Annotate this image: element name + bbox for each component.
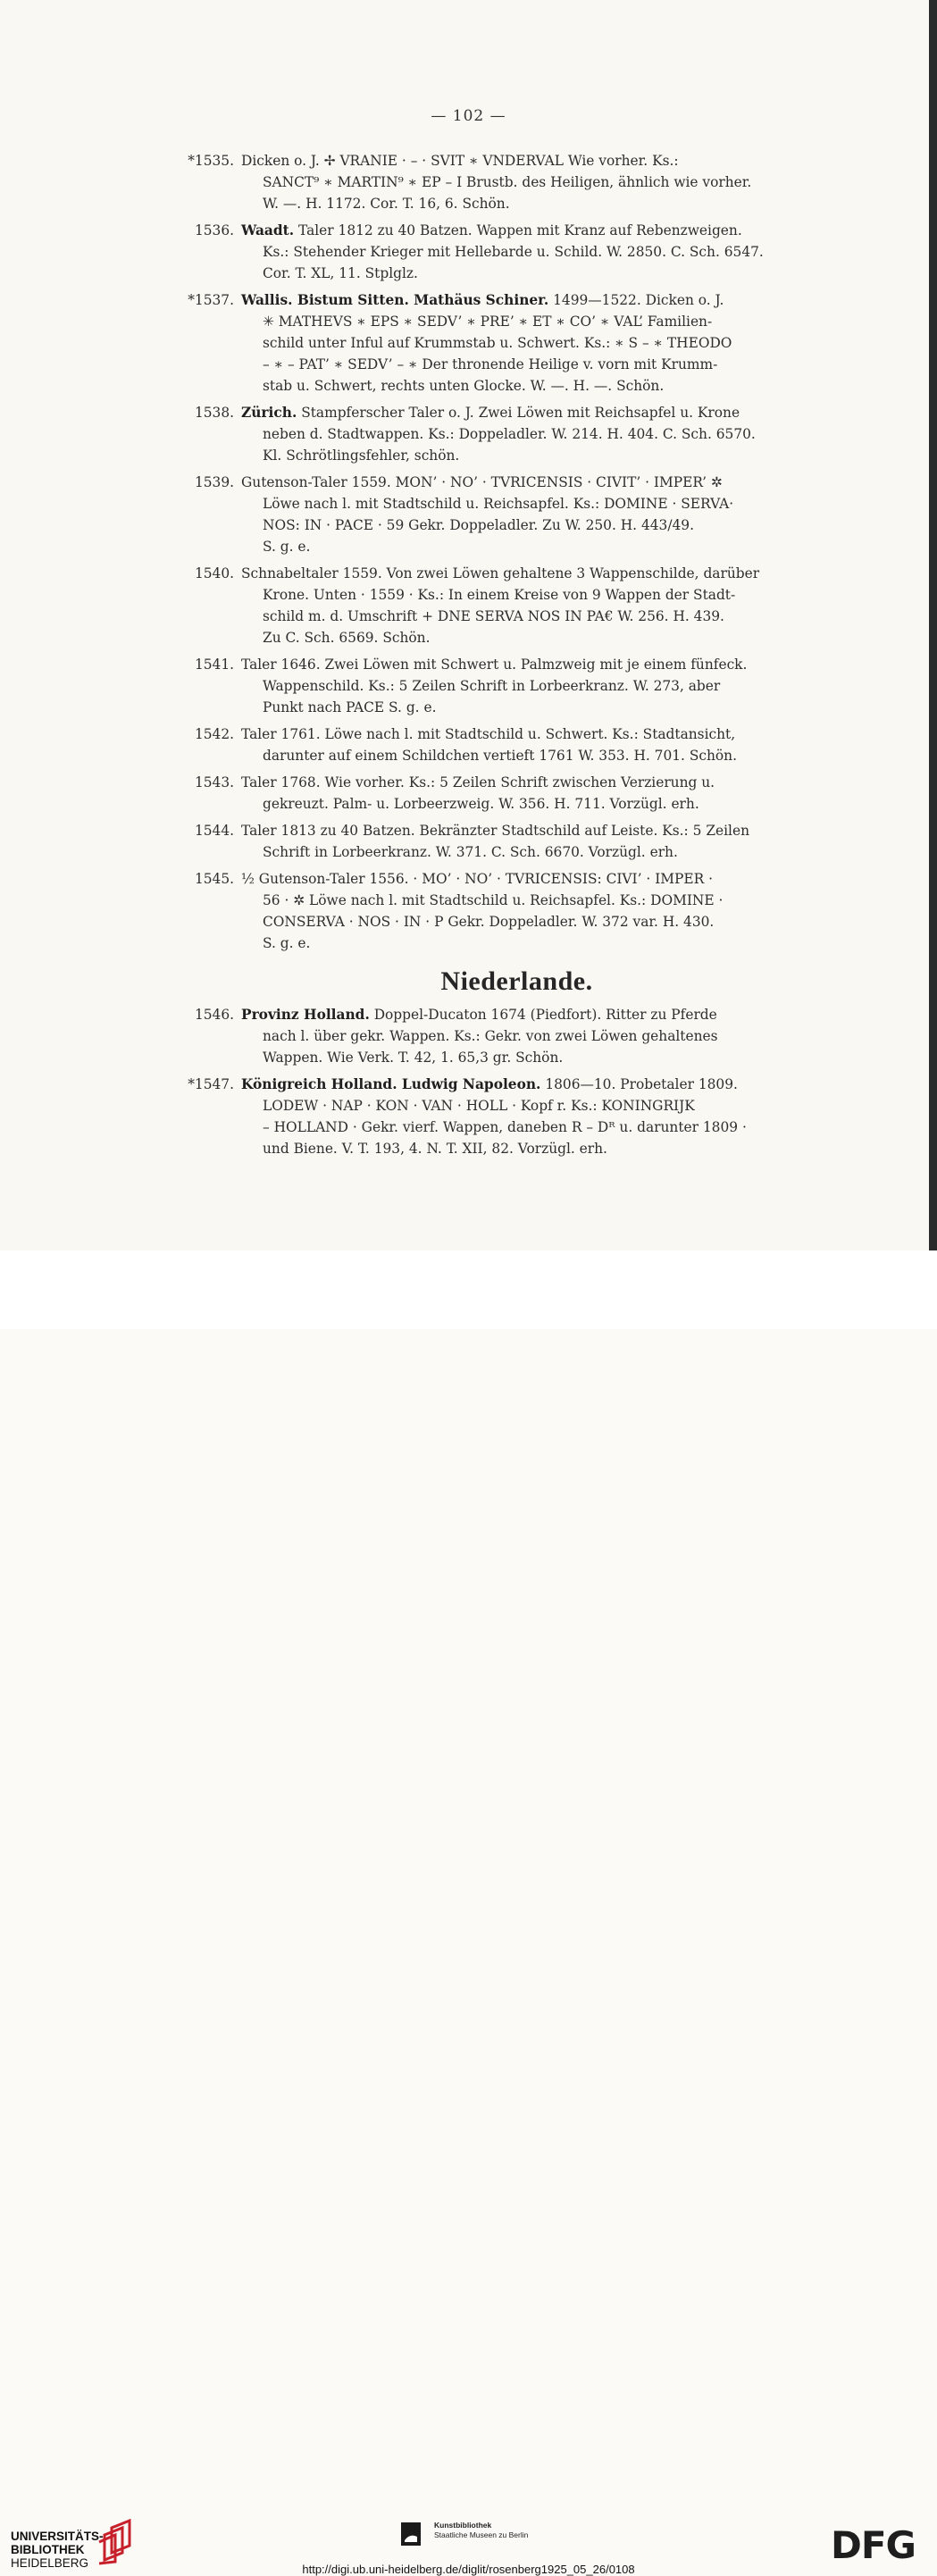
- catalog-entry: [170, 402, 799, 466]
- catalog-entry: [170, 472, 799, 557]
- entry-first-text: Taler 1646. Zwei Löwen mit Schwert u. Palmzweig mit je einem fünfeck.: [241, 657, 748, 673]
- entry-first-line: [241, 402, 799, 423]
- entry-number: 1542.: [194, 726, 234, 742]
- entry-first-text: Taler 1812 zu 40 Batzen. Wappen mit Kranz auf Rebenzweigen.: [294, 222, 742, 238]
- entry-text: [241, 150, 799, 214]
- entry-text: [241, 772, 799, 815]
- kb-subtitle: Staatliche Museen zu Berlin: [434, 2530, 529, 2539]
- entry-text: [241, 563, 799, 648]
- catalog-entry: [170, 1004, 799, 1068]
- entry-first-text: 1806—10. Probetaler 1809.: [540, 1076, 738, 1092]
- catalog-entry: [170, 563, 799, 648]
- entry-continuation-line: nach l. über gekr. Wappen. Ks.: Gekr. von zwei Löwen gehaltenes: [263, 1028, 718, 1044]
- entry-location: Zürich.: [241, 405, 297, 421]
- catalog-entry: [170, 1074, 799, 1159]
- entry-location: Königreich Holland. Ludwig Napoleon.: [241, 1076, 541, 1092]
- footer-bar: [0, 1250, 937, 2576]
- permalink-url[interactable]: http://digi.ub.uni-heidelberg.de/diglit/rosenberg1925_05_26/0108: [302, 2563, 635, 2576]
- entry-first-text: Taler 1813 zu 40 Batzen. Bekränzter Stadtschild auf Leiste. Ks.: 5 Zeilen: [241, 823, 749, 839]
- entry-first-line: [241, 150, 799, 171]
- entry-first-line: [241, 820, 799, 841]
- catalog-entry: [170, 654, 799, 718]
- entry-continuation-line: S. g. e.: [263, 935, 311, 951]
- entry-text: [241, 1004, 799, 1068]
- entry-first-text: Schnabeltaler 1559. Von zwei Löwen gehaltene 3 Wappenschilde, darüber: [241, 565, 760, 581]
- entry-text: [241, 402, 799, 466]
- entry-text: [241, 472, 799, 557]
- catalog-entry: [170, 868, 799, 954]
- entry-number: 1546.: [194, 1007, 234, 1023]
- entry-continuation-line: – ∗ – PAT’ ∗ SEDV’ – ∗ Der thronende Heilige v. vorn mit Krumm-: [263, 356, 718, 372]
- ub-line-2: BIBLIOTHEK: [11, 2543, 85, 2556]
- entry-continuation-line: – HOLLAND · Gekr. vierf. Wappen, daneben R – Dᴿ u. darunter 1809 ·: [263, 1119, 747, 1135]
- entry-first-text: Doppel-Ducaton 1674 (Piedfort). Ritter zu Pferde: [369, 1007, 717, 1023]
- entry-continuation-line: Wappen. Wie Verk. T. 42, 1. 65,3 gr. Schön.: [263, 1050, 564, 1066]
- entry-list-switzerland: [170, 150, 799, 959]
- entry-first-text: Stampferscher Taler o. J. Zwei Löwen mit Reichsapfel u. Krone: [297, 405, 740, 421]
- entry-continuation-line: SANCT⁹ ∗ MARTIN⁹ ∗ EP – I Brustb. des Heiligen, ähnlich wie vorher.: [263, 174, 752, 190]
- entry-continuation-line: schild unter Inful auf Krummstab u. Schwert. Ks.: ∗ S – ∗ THEODO: [263, 335, 732, 351]
- entry-gap: [170, 1159, 799, 1165]
- entry-continuation-line: Schrift in Lorbeerkranz. W. 371. C. Sch. 6670. Vorzügl. erh.: [263, 844, 678, 860]
- entry-continuation-line: Zu C. Sch. 6569. Schön.: [263, 630, 431, 646]
- entry-text: [241, 220, 799, 284]
- entry-first-text: Gutenson-Taler 1559. MON’ · NO’ · TVRICENSIS · CIVIT’ · IMPER’ ✲: [241, 474, 723, 490]
- entry-continuation-line: Punkt nach PACE S. g. e.: [263, 699, 437, 715]
- entry-continuation-line: 56 · ✲ Löwe nach l. mit Stadtschild u. Reichsapfel. Ks.: DOMINE ·: [263, 892, 724, 908]
- entry-continuation-line: NOS: IN · PACE · 59 Gekr. Doppeladler. Zu W. 250. H. 443/49.: [263, 517, 694, 533]
- dfg-logo[interactable]: DFG: [831, 2523, 916, 2567]
- section-heading: Niederlande.: [440, 966, 593, 996]
- kunstbibliothek-logo-icon: [401, 2522, 421, 2546]
- ub-logo-icon: [96, 2519, 140, 2565]
- entry-first-line: [241, 1074, 799, 1095]
- entry-continuation-line: ✳ MATHEVS ∗ EPS ∗ SEDV’ ∗ PRE’ ∗ ET ∗ CO’ ∗ VAL’ Familien-: [263, 314, 713, 330]
- entry-first-text: Taler 1761. Löwe nach l. mit Stadtschild u. Schwert. Ks.: Stadtansicht,: [241, 726, 736, 742]
- entry-location: Provinz Holland.: [241, 1007, 370, 1023]
- kb-title: Kunstbibliothek: [434, 2521, 492, 2530]
- entry-list-netherlands: [170, 1004, 799, 1165]
- entry-first-text: ½ Gutenson-Taler 1556. · MO’ · NO’ · TVRICENSIS: CIVI’ · IMPER ·: [241, 871, 713, 887]
- entry-text: [241, 1074, 799, 1159]
- entry-first-line: [241, 868, 799, 890]
- entry-first-text: Dicken o. J. ✢ VRANIE · – · SVIT ∗ VNDERVAL Wie vorher. Ks.:: [241, 153, 679, 169]
- catalog-entry: [170, 820, 799, 863]
- scanned-page: [0, 0, 937, 1250]
- entry-first-line: [241, 1004, 799, 1025]
- catalog-entry: [170, 772, 799, 815]
- entry-number: 1536.: [194, 222, 234, 238]
- entry-location: Waadt.: [241, 222, 295, 238]
- entry-number: 1538.: [194, 405, 234, 421]
- entry-continuation-line: Krone. Unten · 1559 · Ks.: In einem Kreise von 9 Wappen der Stadt-: [263, 587, 736, 603]
- entry-first-line: [241, 772, 799, 793]
- entry-continuation-line: Kl. Schrötlingsfehler, schön.: [263, 447, 460, 464]
- entry-text: [241, 289, 799, 397]
- ub-line-1: UNIVERSITÄTS-: [11, 2530, 104, 2543]
- entry-text: [241, 723, 799, 766]
- entry-continuation-line: und Biene. V. T. 193, 4. N. T. XII, 82. Vorzügl. erh.: [263, 1141, 607, 1157]
- entry-continuation-line: schild m. d. Umschrift + DNE SERVA NOS IN PA€ W. 256. H. 439.: [263, 608, 724, 624]
- catalog-entry: [170, 150, 799, 214]
- entry-first-line: [241, 563, 799, 584]
- entry-number: 1543.: [194, 774, 234, 790]
- entry-continuation-line: Löwe nach l. mit Stadtschild u. Reichsapfel. Ks.: DOMINE · SERVA·: [263, 496, 734, 512]
- entry-continuation-line: LODEW · NAP · KON · VAN · HOLL · Kopf r. Ks.: KONINGRIJK: [263, 1098, 695, 1114]
- entry-continuation-line: Cor. T. XL, 11. Stplglz.: [263, 265, 418, 281]
- ub-line-3: HEIDELBERG: [11, 2556, 89, 2570]
- entry-continuation-line: Wappenschild. Ks.: 5 Zeilen Schrift in Lorbeerkranz. W. 273, aber: [263, 678, 721, 694]
- entry-continuation-line: S. g. e.: [263, 539, 311, 555]
- catalog-entry: [170, 220, 799, 284]
- entry-first-line: [241, 723, 799, 745]
- scan-edge: [929, 0, 937, 1250]
- entry-continuation-line: darunter auf einem Schildchen vertieft 1761 W. 353. H. 701. Schön.: [263, 748, 737, 764]
- entry-text: [241, 820, 799, 863]
- kunstbibliothek-text: [434, 2521, 528, 2540]
- entry-gap: [170, 954, 799, 959]
- entry-first-line: [241, 472, 799, 493]
- entry-number: 1539.: [194, 474, 234, 490]
- entry-continuation-line: W. —. H. 1172. Cor. T. 16, 6. Schön.: [263, 196, 510, 212]
- entry-number: 1545.: [194, 871, 234, 887]
- catalog-entry: [170, 723, 799, 766]
- entry-first-text: Taler 1768. Wie vorher. Ks.: 5 Zeilen Schrift zwischen Verzierung u.: [241, 774, 715, 790]
- entry-continuation-line: Ks.: Stehender Krieger mit Hellebarde u. Schild. W. 2850. C. Sch. 6547.: [263, 244, 764, 260]
- entry-location: Wallis. Bistum Sitten. Mathäus Schiner.: [241, 292, 549, 308]
- entry-continuation-line: neben d. Stadtwappen. Ks.: Doppeladler. W. 214. H. 404. C. Sch. 6570.: [263, 426, 756, 442]
- entry-continuation-line: stab u. Schwert, rechts unten Glocke. W. —. H. —. Schön.: [263, 378, 665, 394]
- entry-first-line: [241, 289, 799, 311]
- catalog-entries: [170, 150, 799, 1165]
- entry-number: 1540.: [194, 565, 234, 581]
- entry-number: *1547.: [188, 1076, 234, 1092]
- entry-number: 1541.: [194, 657, 234, 673]
- entry-number: *1535.: [188, 153, 234, 169]
- entry-continuation-line: CONSERVA · NOS · IN · P Gekr. Doppeladler. W. 372 var. H. 430.: [263, 914, 715, 930]
- entry-text: [241, 654, 799, 718]
- entry-first-line: [241, 220, 799, 241]
- entry-text: [241, 868, 799, 954]
- catalog-entry: [170, 289, 799, 397]
- entry-first-line: [241, 654, 799, 675]
- entry-continuation-line: gekreuzt. Palm- u. Lorbeerzweig. W. 356. H. 711. Vorzügl. erh.: [263, 796, 699, 812]
- page-number: — 102 —: [431, 107, 506, 125]
- entry-number: 1544.: [194, 823, 234, 839]
- entry-number: *1537.: [188, 292, 234, 308]
- entry-first-text: 1499—1522. Dicken o. J.: [548, 292, 724, 308]
